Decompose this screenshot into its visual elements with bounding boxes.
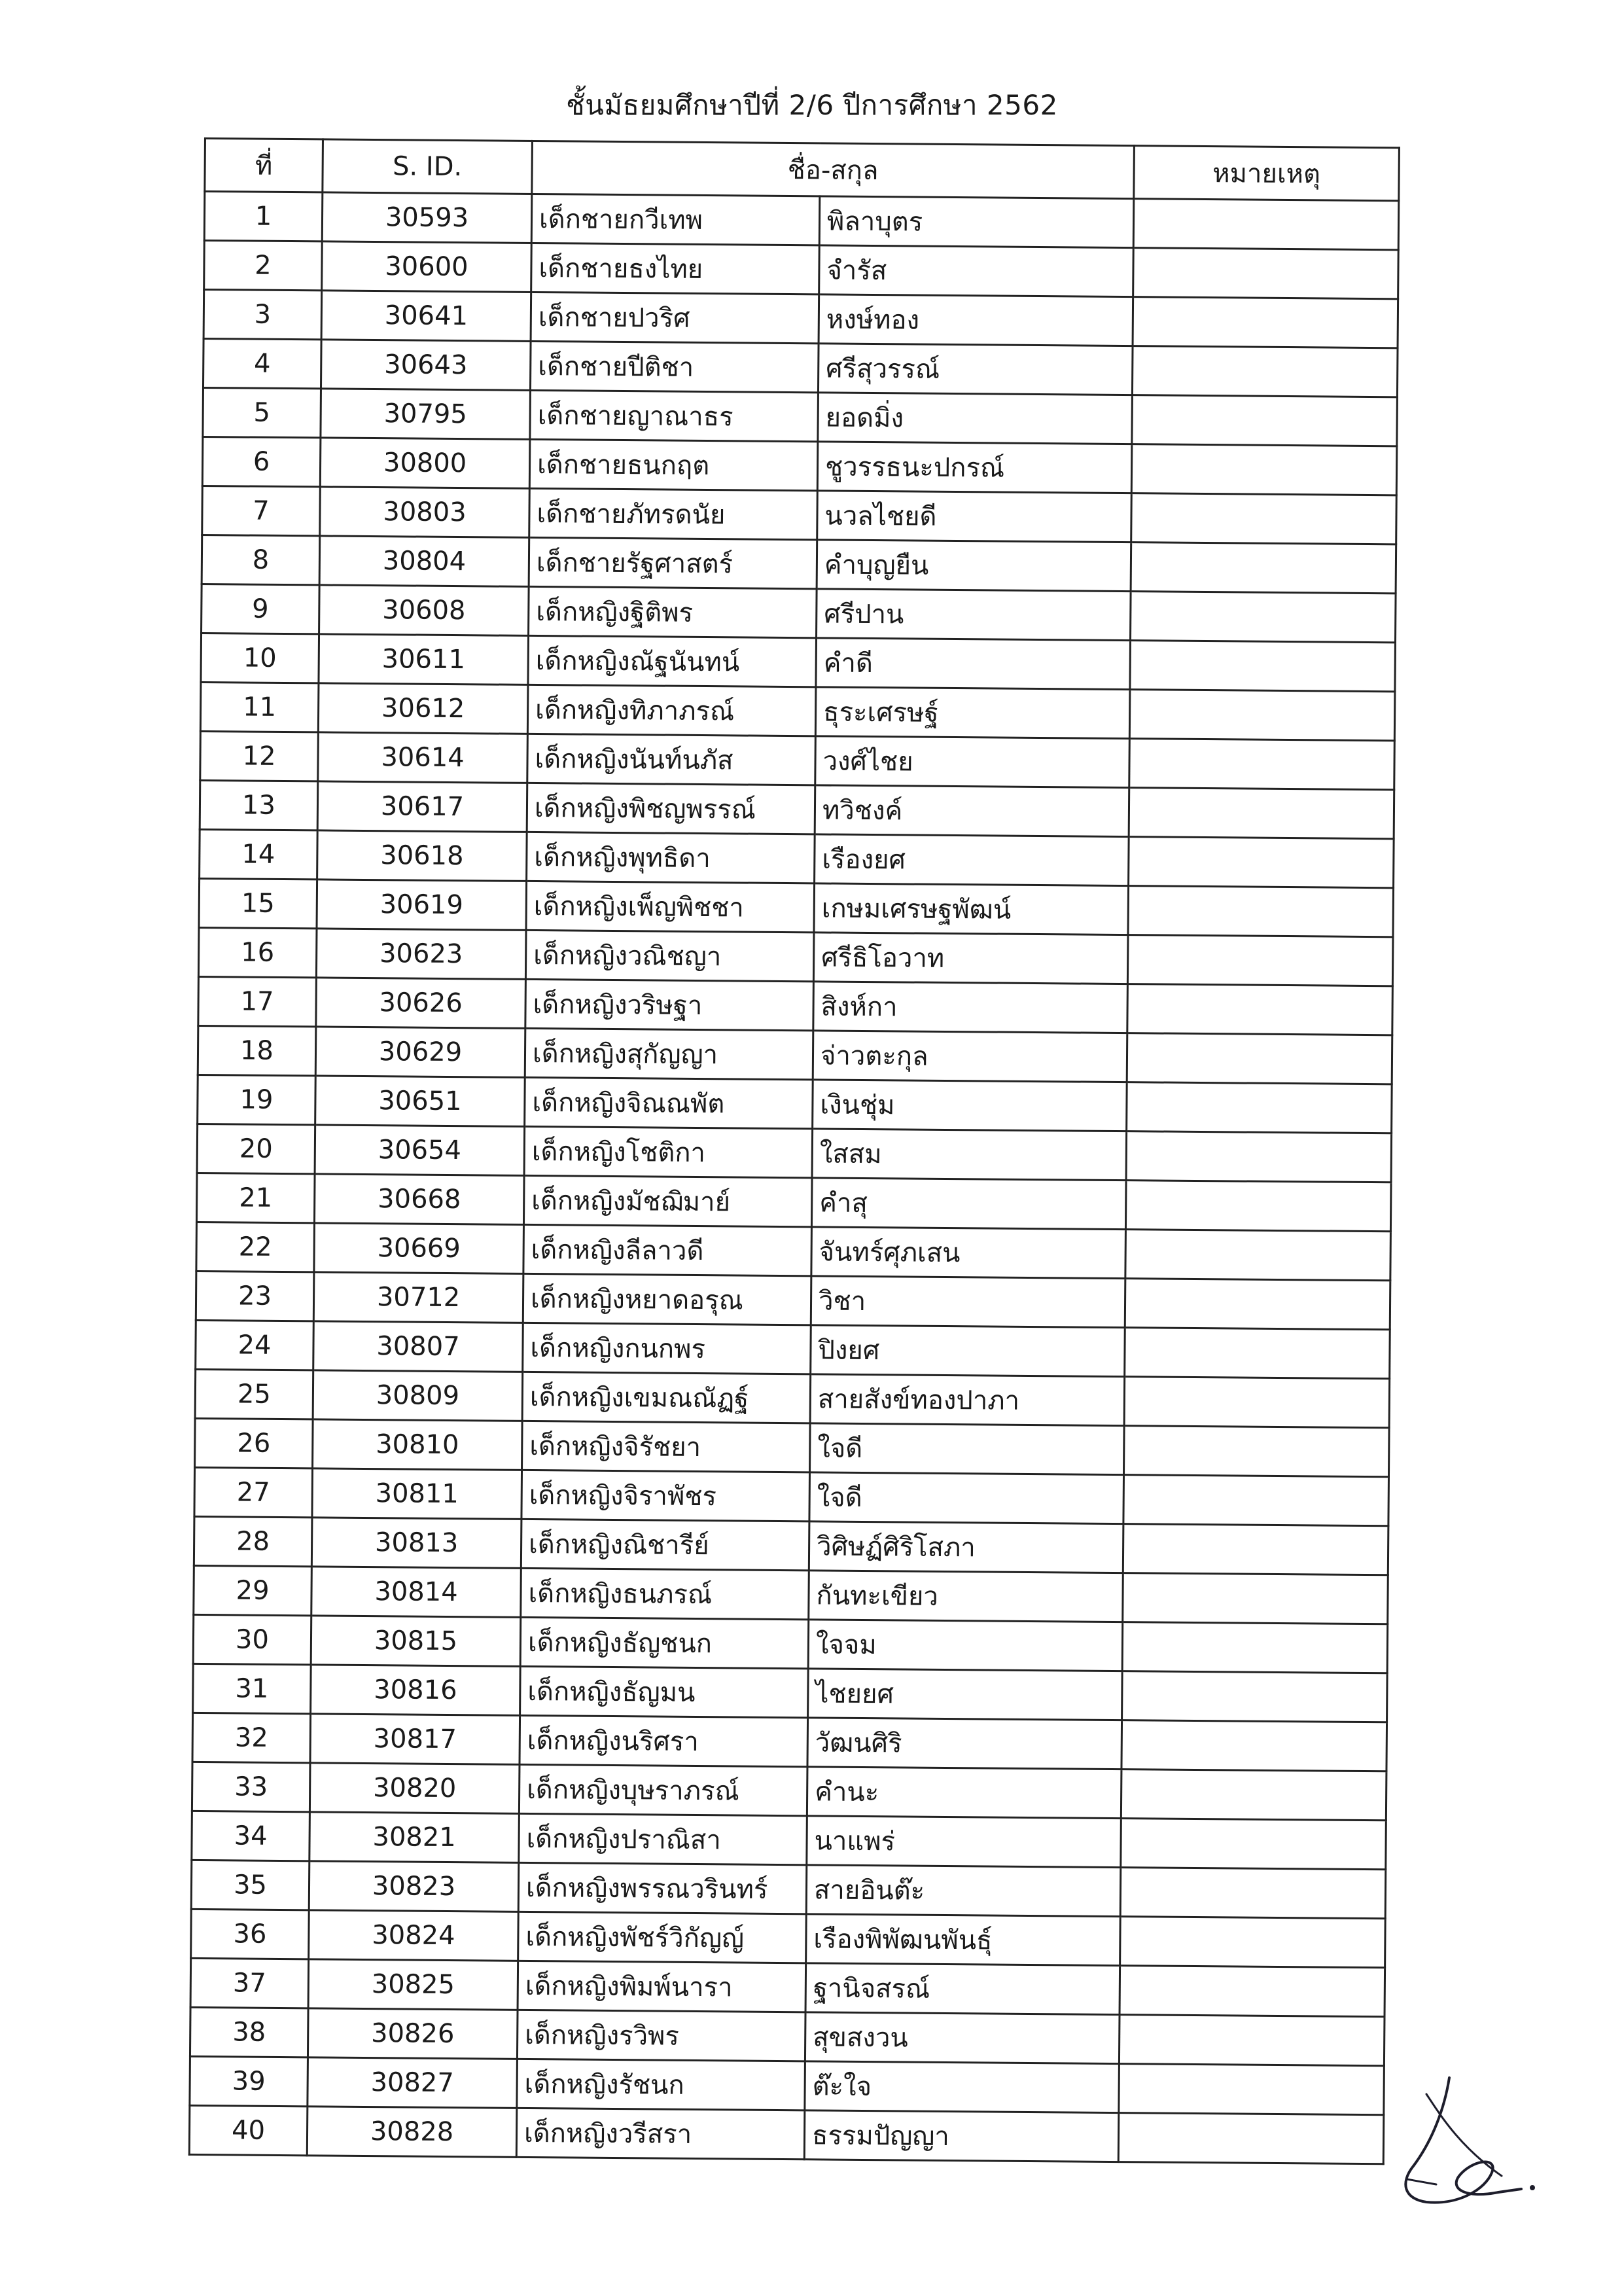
row-last-name: วัฒนศิริ xyxy=(807,1718,1122,1770)
row-last-name: เรืองยศ xyxy=(815,834,1129,886)
table-row xyxy=(191,1860,1386,1918)
row-remark xyxy=(1126,1131,1392,1183)
row-student-id: 30618 xyxy=(317,830,527,881)
table-row xyxy=(202,486,1397,544)
table-row xyxy=(204,241,1399,299)
row-remark xyxy=(1121,1720,1387,1771)
row-last-name: วงศ์ไชย xyxy=(815,736,1130,788)
table-row xyxy=(196,1222,1391,1280)
row-student-id: 30712 xyxy=(313,1272,523,1323)
row-remark xyxy=(1119,2064,1385,2115)
row-last-name: คำบุญยืน xyxy=(817,540,1131,592)
row-student-id: 30641 xyxy=(321,291,531,342)
row-first-name: เด็กหญิงหยาดอรุณ xyxy=(523,1273,811,1325)
row-remark xyxy=(1119,2015,1385,2066)
handwritten-signature xyxy=(1387,2068,1538,2212)
row-number: 26 xyxy=(195,1418,313,1468)
row-last-name: ใจจม xyxy=(808,1620,1123,1671)
table-row xyxy=(203,388,1398,446)
row-first-name: เด็กชายปวริศ xyxy=(531,292,819,343)
row-number: 5 xyxy=(203,388,321,438)
table-row xyxy=(202,584,1396,642)
row-remark xyxy=(1121,1770,1386,1821)
row-last-name: หงษ์ทอง xyxy=(819,294,1133,346)
header-student-id: S. ID. xyxy=(323,139,533,194)
row-number: 22 xyxy=(196,1222,315,1272)
table-body xyxy=(189,192,1399,2164)
table-row xyxy=(198,1075,1392,1133)
row-number: 14 xyxy=(200,829,318,879)
row-first-name: เด็กหญิงวรีสรา xyxy=(516,2108,805,2159)
row-number: 27 xyxy=(194,1467,313,1517)
row-number: 30 xyxy=(193,1614,311,1664)
row-remark xyxy=(1131,543,1396,594)
row-student-id: 30600 xyxy=(322,241,532,293)
row-last-name: ยอดมิ่ง xyxy=(818,393,1133,444)
row-student-id: 30810 xyxy=(313,1419,523,1470)
row-number: 12 xyxy=(200,731,319,781)
table-row xyxy=(194,1565,1388,1624)
row-student-id: 30617 xyxy=(317,781,527,832)
row-student-id: 30817 xyxy=(310,1714,520,1765)
row-last-name: จำรัส xyxy=(819,245,1134,297)
row-last-name: ต๊ะใจ xyxy=(805,2061,1120,2113)
row-remark xyxy=(1123,1426,1389,1477)
row-first-name: เด็กหญิงทิภาภรณ์ xyxy=(527,685,816,736)
row-student-id: 30629 xyxy=(315,1027,525,1078)
table-row xyxy=(204,192,1399,250)
row-first-name: เด็กหญิงณิชารีย์ xyxy=(521,1519,809,1570)
row-last-name: ใจดี xyxy=(810,1423,1125,1475)
row-remark xyxy=(1127,935,1393,986)
row-first-name: เด็กหญิงณัฐนันทน์ xyxy=(528,635,817,686)
row-first-name: เด็กหญิงมัชฌิมาย์ xyxy=(523,1175,812,1226)
row-first-name: เด็กหญิงบุษราภรณ์ xyxy=(519,1764,807,1815)
table-row xyxy=(198,1025,1392,1084)
table-row xyxy=(200,829,1394,887)
row-number: 10 xyxy=(201,633,319,683)
row-number: 38 xyxy=(190,2007,308,2057)
row-student-id: 30803 xyxy=(320,487,530,538)
row-student-id: 30668 xyxy=(314,1174,524,1225)
row-student-id: 30821 xyxy=(309,1812,520,1863)
table-row xyxy=(199,878,1394,936)
row-student-id: 30825 xyxy=(308,1959,518,2010)
row-first-name: เด็กหญิงธนภรณ์ xyxy=(521,1568,809,1619)
row-remark xyxy=(1131,493,1397,544)
row-remark xyxy=(1127,1033,1392,1084)
table-row xyxy=(203,290,1398,348)
row-number: 3 xyxy=(203,290,322,340)
row-remark xyxy=(1128,886,1394,937)
table-row xyxy=(194,1516,1388,1574)
table-header xyxy=(205,139,1400,201)
row-number: 16 xyxy=(198,927,317,977)
row-first-name: เด็กหญิงนริศรา xyxy=(520,1715,808,1766)
row-student-id: 30807 xyxy=(313,1321,523,1372)
row-first-name: เด็กหญิงพิชญพรรณ์ xyxy=(527,783,815,834)
row-last-name: คำดี xyxy=(816,638,1131,690)
row-remark xyxy=(1129,690,1395,741)
row-remark xyxy=(1133,297,1398,348)
row-last-name: เกษมเศรษฐพัฒน์ xyxy=(814,883,1129,935)
row-first-name: เด็กหญิงพิมพ์นารา xyxy=(518,1961,806,2012)
table-row xyxy=(193,1663,1388,1722)
row-last-name: ไชยยศ xyxy=(808,1669,1123,1720)
table-row xyxy=(200,682,1395,740)
row-last-name: ฐานิจสรณ์ xyxy=(805,1963,1120,2015)
row-number: 17 xyxy=(198,976,317,1026)
row-first-name: เด็กหญิงนันท์นภัส xyxy=(527,734,816,785)
row-number: 39 xyxy=(190,2056,308,2106)
row-remark xyxy=(1129,788,1394,839)
row-first-name: เด็กหญิงโชติกา xyxy=(524,1126,813,1177)
row-first-name: เด็กหญิงวริษฐา xyxy=(525,979,814,1030)
table-row xyxy=(197,1124,1392,1182)
row-remark xyxy=(1130,641,1396,692)
row-remark xyxy=(1125,1230,1391,1281)
row-number: 40 xyxy=(189,2105,308,2155)
row-number: 20 xyxy=(197,1124,315,1173)
row-student-id: 30816 xyxy=(311,1665,521,1716)
row-remark xyxy=(1125,1279,1390,1330)
row-student-id: 30623 xyxy=(316,929,526,980)
row-first-name: เด็กหญิงรัชนก xyxy=(517,2059,805,2110)
row-first-name: เด็กชายภัทรดนัย xyxy=(529,488,818,539)
row-first-name: เด็กหญิงฐิติพร xyxy=(529,586,817,637)
row-student-id: 30809 xyxy=(313,1370,523,1421)
row-student-id: 30800 xyxy=(320,438,530,489)
row-student-id: 30804 xyxy=(319,536,529,587)
table-row xyxy=(195,1418,1390,1476)
row-last-name: วิชา xyxy=(811,1276,1125,1328)
table-row xyxy=(198,976,1393,1035)
row-number: 32 xyxy=(192,1713,311,1762)
table-row xyxy=(191,1909,1386,1967)
row-first-name: เด็กหญิงธัญมน xyxy=(520,1666,809,1717)
row-last-name: เรืองพิพัฒนพันธุ์ xyxy=(806,1914,1121,1966)
table-row xyxy=(192,1713,1387,1771)
table-row xyxy=(203,339,1398,397)
row-last-name: นวลไชยดี xyxy=(817,491,1132,543)
header-row xyxy=(205,139,1400,201)
row-first-name: เด็กชายปีติชา xyxy=(530,341,819,392)
row-number: 7 xyxy=(202,486,321,535)
row-remark xyxy=(1131,444,1397,495)
row-last-name: เงินชุ่ม xyxy=(813,1080,1127,1131)
row-student-id: 30612 xyxy=(318,683,528,734)
row-number: 25 xyxy=(195,1369,313,1419)
row-last-name: สายอินต๊ะ xyxy=(806,1865,1121,1917)
row-first-name: เด็กหญิงกนกพร xyxy=(523,1323,811,1374)
row-student-id: 30815 xyxy=(311,1616,521,1667)
row-remark xyxy=(1132,346,1398,397)
row-first-name: เด็กชายธนกฤต xyxy=(529,439,818,490)
row-first-name: เด็กหญิงจิณณพัต xyxy=(525,1077,813,1128)
row-remark xyxy=(1122,1671,1388,1722)
row-last-name: ศรีสุวรรณ์ xyxy=(818,344,1133,395)
student-roster-table xyxy=(188,137,1400,2165)
table-row xyxy=(192,1762,1386,1820)
row-last-name: ธรรมปัญญา xyxy=(804,2110,1119,2162)
row-first-name: เด็กหญิงวณิชญา xyxy=(525,930,814,981)
row-first-name: เด็กหญิงเขมณณัฏฐ์ xyxy=(522,1372,811,1423)
row-last-name: สายสังข์ทองปาภา xyxy=(810,1374,1125,1426)
row-last-name: ใจดี xyxy=(809,1472,1124,1524)
row-number: 6 xyxy=(202,436,321,486)
table-row xyxy=(200,731,1395,789)
page-title: ชั้นมัธยมศึกษาปีที่ 2/6 ปีการศึกษา 2562 xyxy=(566,89,1058,121)
row-remark xyxy=(1127,984,1393,1035)
row-number: 34 xyxy=(192,1811,310,1860)
table-row xyxy=(196,1320,1390,1378)
row-student-id: 30827 xyxy=(308,2057,518,2108)
row-remark xyxy=(1118,2113,1384,2164)
row-number: 18 xyxy=(198,1025,316,1075)
row-first-name: เด็กหญิงลีลาวดี xyxy=(523,1224,812,1275)
row-first-name: เด็กชายรัฐศาสตร์ xyxy=(529,537,817,588)
row-last-name: ศรีธิโอวาท xyxy=(813,933,1128,984)
row-number: 2 xyxy=(204,241,323,291)
row-number: 13 xyxy=(200,780,318,830)
table-row xyxy=(194,1467,1389,1525)
row-student-id: 30593 xyxy=(322,192,532,243)
row-student-id: 30654 xyxy=(315,1125,525,1176)
row-remark xyxy=(1133,248,1399,299)
row-first-name: เด็กหญิงรวิพร xyxy=(517,2010,805,2061)
row-number: 31 xyxy=(193,1663,311,1713)
row-last-name: วิศิษฏ์ศิริโสภา xyxy=(809,1521,1123,1573)
row-remark xyxy=(1123,1573,1388,1624)
row-first-name: เด็กหญิงพุทธิดา xyxy=(527,832,815,883)
row-student-id: 30795 xyxy=(321,389,531,440)
table-row xyxy=(190,1958,1385,2016)
row-last-name: ใสสม xyxy=(812,1129,1127,1181)
header-full-name: ชื่อ-สกุล xyxy=(532,141,1135,198)
row-last-name: ศรีปาน xyxy=(817,589,1131,641)
header-remark: หมายเหตุ xyxy=(1134,146,1400,201)
row-remark xyxy=(1131,592,1396,643)
row-student-id: 30823 xyxy=(309,1861,519,1912)
row-last-name: ปิงยศ xyxy=(811,1325,1125,1377)
table-row xyxy=(193,1614,1388,1673)
row-student-id: 30608 xyxy=(319,585,529,636)
row-remark xyxy=(1123,1475,1389,1526)
row-student-id: 30626 xyxy=(316,978,526,1029)
table-row xyxy=(192,1811,1386,1869)
row-last-name: จ่าวตะกุล xyxy=(813,1031,1127,1082)
row-student-id: 30611 xyxy=(319,634,529,685)
row-remark xyxy=(1124,1377,1390,1428)
row-last-name: สิงห์กา xyxy=(813,982,1128,1033)
row-number: 8 xyxy=(202,535,320,584)
row-remark xyxy=(1132,395,1398,446)
row-remark xyxy=(1127,1082,1392,1133)
header-number: ที่ xyxy=(205,139,323,192)
row-remark xyxy=(1120,1917,1386,1968)
row-remark xyxy=(1125,1181,1391,1232)
row-last-name: พิลาบุตร xyxy=(819,196,1134,248)
row-remark xyxy=(1129,739,1395,790)
row-student-id: 30669 xyxy=(314,1223,524,1274)
row-last-name: กันทะเขียว xyxy=(809,1571,1123,1622)
row-number: 15 xyxy=(199,878,317,928)
row-student-id: 30826 xyxy=(308,2008,518,2059)
row-first-name: เด็กหญิงธัญชนก xyxy=(520,1617,809,1668)
table-row xyxy=(196,1173,1391,1231)
row-remark xyxy=(1120,1966,1385,2017)
row-student-id: 30811 xyxy=(312,1468,522,1520)
row-first-name: เด็กหญิงปราณิสา xyxy=(519,1813,807,1864)
row-remark xyxy=(1129,837,1394,888)
table-row xyxy=(200,780,1394,838)
row-last-name: ธุระเศรษฐ์ xyxy=(815,687,1130,739)
table-row xyxy=(201,633,1396,691)
row-number: 21 xyxy=(196,1173,315,1222)
row-number: 33 xyxy=(192,1762,310,1811)
row-number: 37 xyxy=(190,1958,309,2008)
row-student-id: 30651 xyxy=(315,1076,525,1127)
row-number: 4 xyxy=(203,339,321,389)
row-last-name: ทวิชงค์ xyxy=(815,785,1129,837)
row-student-id: 30824 xyxy=(309,1910,519,1961)
row-number: 35 xyxy=(191,1860,309,1910)
row-student-id: 30814 xyxy=(311,1567,521,1618)
row-first-name: เด็กหญิงพรรณวรินทร์ xyxy=(518,1862,807,1913)
row-last-name: ชูวรรธนะปกรณ์ xyxy=(817,442,1132,493)
row-number: 24 xyxy=(196,1320,314,1370)
row-first-name: เด็กชายญาณาธร xyxy=(530,390,819,441)
row-student-id: 30828 xyxy=(307,2107,517,2158)
row-first-name: เด็กหญิงจิรัชยา xyxy=(522,1421,811,1472)
table-row xyxy=(189,2105,1384,2163)
table-row xyxy=(190,2056,1385,2114)
row-first-name: เด็กชายกวีเทพ xyxy=(531,194,820,245)
row-last-name: จันทร์ศุภเสน xyxy=(811,1227,1126,1279)
row-first-name: เด็กหญิงจิราพัชร xyxy=(521,1470,810,1521)
table-row xyxy=(196,1271,1390,1329)
row-number: 29 xyxy=(194,1565,312,1615)
table-row xyxy=(190,2007,1385,2065)
row-remark xyxy=(1122,1622,1388,1673)
row-remark xyxy=(1133,199,1399,250)
row-number: 19 xyxy=(198,1075,316,1124)
row-number: 28 xyxy=(194,1516,312,1566)
row-first-name: เด็กชายธงไทย xyxy=(531,243,820,294)
row-first-name: เด็กหญิงพัชร์วิกัญญ์ xyxy=(518,1912,807,1963)
row-last-name: สุขสงวน xyxy=(805,2012,1120,2064)
row-first-name: เด็กหญิงสุกัญญา xyxy=(525,1028,813,1079)
row-remark xyxy=(1125,1328,1390,1379)
row-number: 1 xyxy=(204,192,323,241)
row-remark xyxy=(1123,1524,1388,1575)
table-row xyxy=(195,1369,1390,1427)
table-row xyxy=(202,436,1397,495)
row-last-name: นาแพร่ xyxy=(807,1816,1121,1868)
row-number: 23 xyxy=(196,1271,314,1321)
row-last-name: คำสุ xyxy=(811,1178,1126,1230)
row-student-id: 30820 xyxy=(309,1763,520,1814)
row-student-id: 30619 xyxy=(317,880,527,931)
row-number: 9 xyxy=(202,584,320,633)
row-first-name: เด็กหญิงเพ็ญพิชชา xyxy=(526,881,815,932)
row-number: 11 xyxy=(200,682,319,732)
table-row xyxy=(202,535,1396,593)
table-row xyxy=(198,927,1393,986)
row-remark xyxy=(1121,1819,1386,1870)
row-student-id: 30614 xyxy=(318,732,528,783)
row-student-id: 30813 xyxy=(311,1518,521,1569)
row-student-id: 30643 xyxy=(321,340,531,391)
row-last-name: คำนะ xyxy=(807,1767,1121,1819)
row-remark xyxy=(1120,1868,1386,1919)
row-number: 36 xyxy=(191,1909,309,1959)
